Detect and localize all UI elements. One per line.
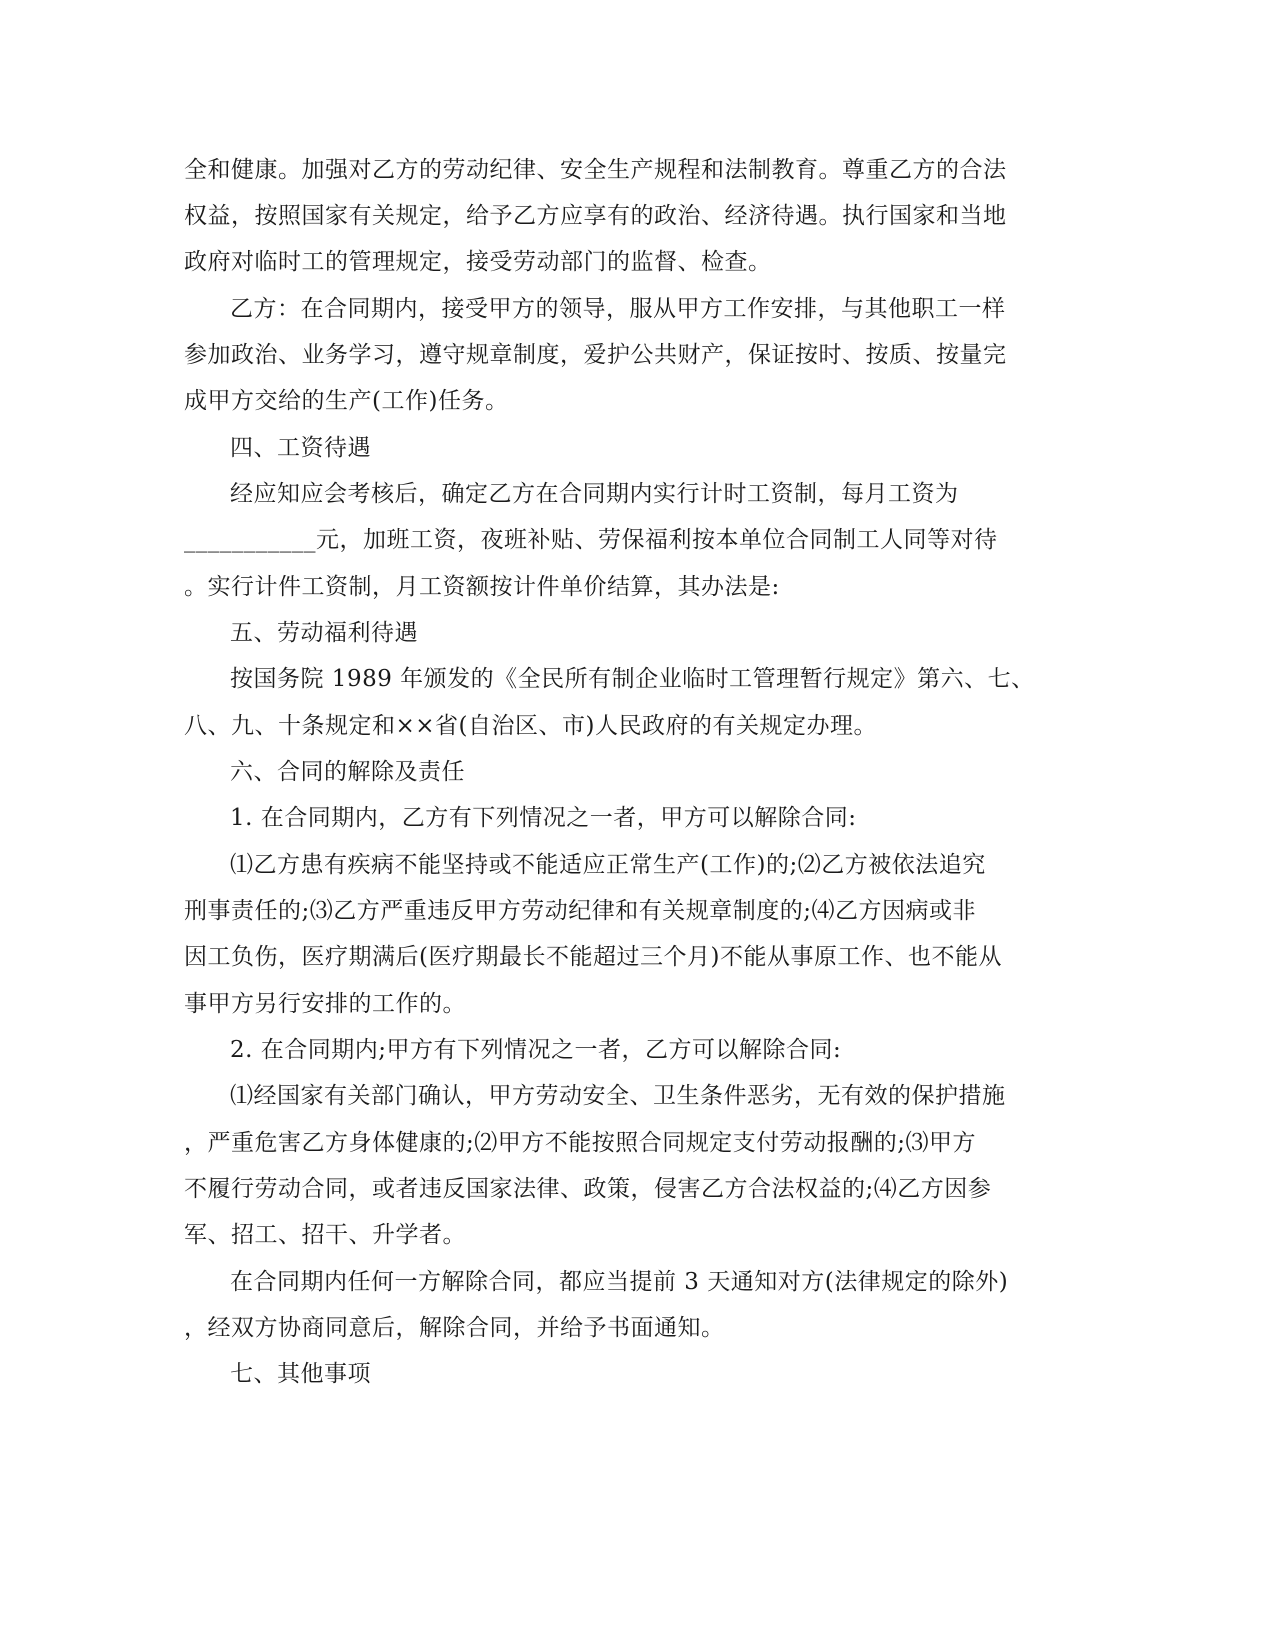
text-line: 八、九、十条规定和××省(自治区、市)人民政府的有关规定办理。: [184, 713, 877, 739]
text-line: 军、招工、招干、升学者。: [184, 1222, 466, 1248]
text-line: ⑴乙方患有疾病不能坚持或不能适应正常生产(工作)的;⑵乙方被依法追究: [230, 852, 986, 878]
text-line: 事甲方另行安排的工作的。: [184, 991, 466, 1017]
text-line: ，经双方协商同意后，解除合同，并给予书面通知。: [184, 1315, 725, 1341]
text-line: 按国务院 1989 年颁发的《全民所有制企业临时工管理暂行规定》第六、七、: [230, 666, 1035, 692]
text-line: 经应知应会考核后，确定乙方在合同期内实行计时工资制，每月工资为: [230, 481, 959, 507]
text-line: 权益，按照国家有关规定，给予乙方应享有的政治、经济待遇。执行国家和当地: [184, 203, 1007, 229]
text-line: 刑事责任的;⑶乙方严重违反甲方劳动纪律和有关规章制度的;⑷乙方因病或非: [184, 898, 976, 924]
text-line: 不履行劳动合同，或者违反国家法律、政策，侵害乙方合法权益的;⑷乙方因参: [184, 1176, 992, 1202]
text-line: 因工负伤，医疗期满后(医疗期最长不能超过三个月)不能从事原工作、也不能从: [184, 944, 1002, 970]
text-line: 参加政治、业务学习，遵守规章制度，爱护公共财产，保证按时、按质、按量完: [184, 342, 1007, 368]
text-line: ___________元，加班工资，夜班补贴、劳保福利按本单位合同制工人同等对待: [184, 527, 998, 553]
section-heading: 六、合同的解除及责任: [230, 759, 465, 785]
text-line: 在合同期内任何一方解除合同，都应当提前 3 天通知对方(法律规定的除外): [230, 1269, 1009, 1295]
section-heading: 四、工资待遇: [230, 435, 371, 461]
text-line: 成甲方交给的生产(工作)任务。: [184, 388, 509, 414]
text-line: 。实行计件工资制，月工资额按计件单价结算，其办法是:: [184, 574, 780, 600]
text-line: 乙方：在合同期内，接受甲方的领导，服从甲方工作安排，与其他职工一样: [230, 296, 1006, 322]
text-line: 2. 在合同期内;甲方有下列情况之一者，乙方可以解除合同:: [230, 1037, 842, 1063]
text-line: ，严重危害乙方身体健康的;⑵甲方不能按照合同规定支付劳动报酬的;⑶甲方: [184, 1130, 976, 1156]
section-heading: 七、其他事项: [230, 1361, 371, 1387]
text-line: 1. 在合同期内，乙方有下列情况之一者，甲方可以解除合同:: [230, 805, 857, 831]
section-heading: 五、劳动福利待遇: [230, 620, 418, 646]
text-line: 政府对临时工的管理规定，接受劳动部门的监督、检查。: [184, 249, 772, 275]
text-line: 全和健康。加强对乙方的劳动纪律、安全生产规程和法制教育。尊重乙方的合法: [184, 157, 1007, 183]
text-line: ⑴经国家有关部门确认，甲方劳动安全、卫生条件恶劣，无有效的保护措施: [230, 1083, 1006, 1109]
